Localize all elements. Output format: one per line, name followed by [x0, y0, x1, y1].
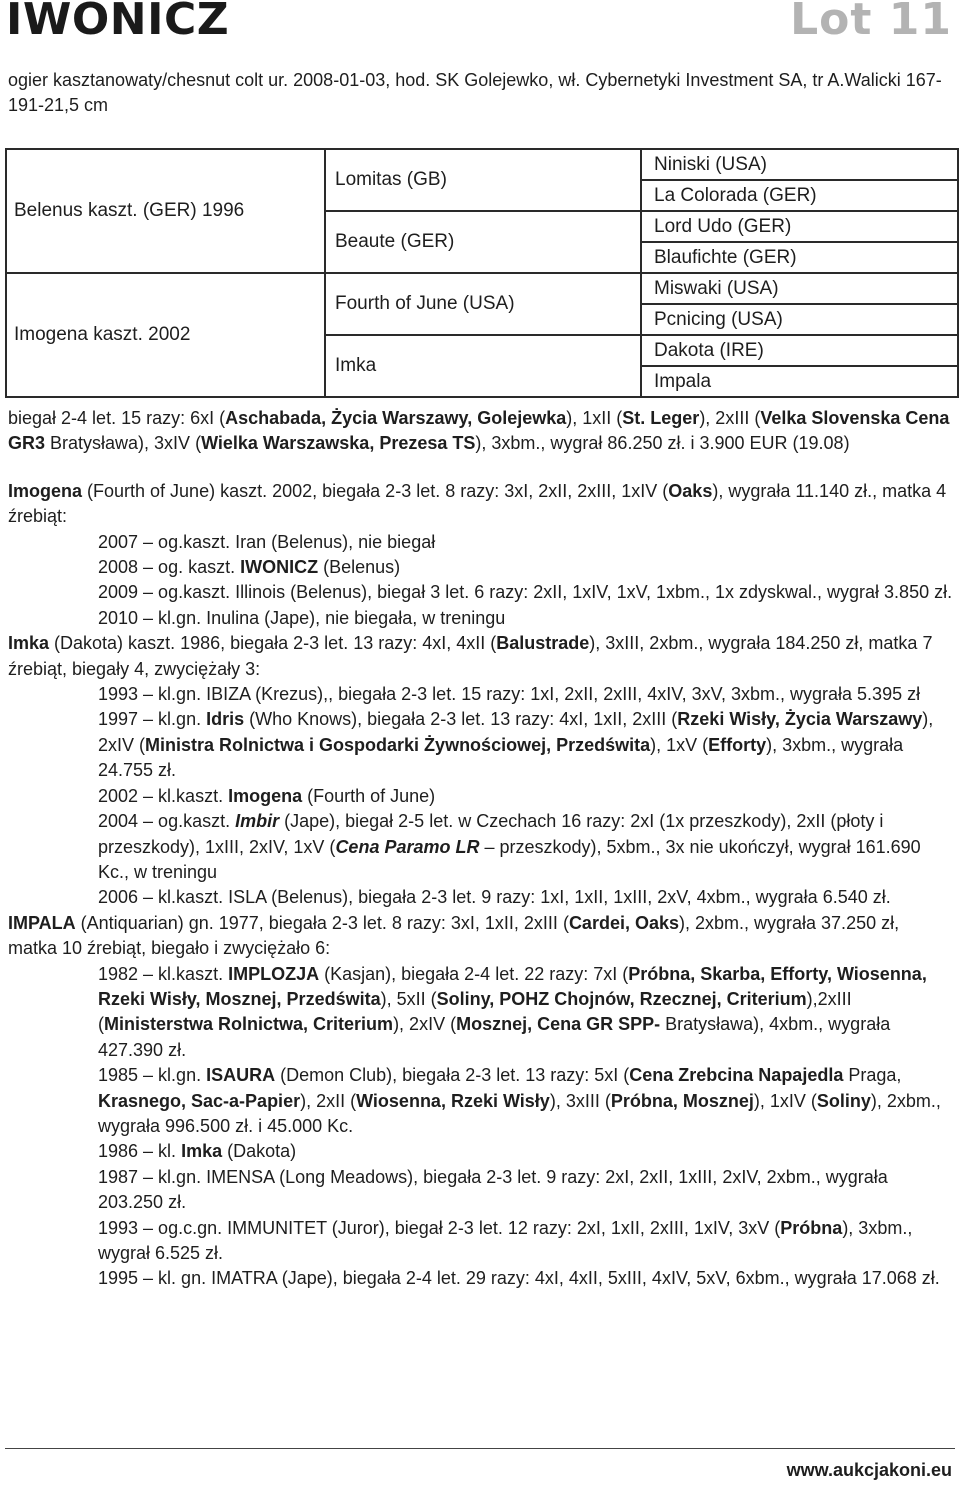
foal-entry: 1993 – og.c.gn. IMMUNITET (Juror), biegał 2-3 let. 12 razy: 2xI, 1xII, 2xIII, 1xIV, 3xV (Próbna), 3xbm., wygrał 6.525 zł. — [98, 1217, 913, 1263]
foal-entry: 1993 – kl.gn. IBIZA (Krezus),, biegała 2-3 let. 15 razy: 1xI, 2xII, 2xIII, 4xIV, 3xV, 3xbm., wygrała 5.395 zł — [98, 684, 921, 705]
pedigree-great-grandparent: Miswaki (USA) — [641, 273, 958, 304]
foal-entry: 2002 – kl.kaszt. Imogena (Fourth of June) — [98, 785, 436, 806]
page-header — [0, 0, 960, 48]
second-dam-paragraph: Imka (Dakota) kaszt. 1986, biegała 2-3 let. 13 razy: 4xI, 4xII (Balustrade), 3xIII, 2xbm., wygrała 184.250 zł, matka 7 źrebiąt, biegały 4, zwyciężały 3: — [8, 633, 933, 679]
pedigree-dam: Imogena kaszt. 2002 — [6, 273, 325, 397]
horse-intro: ogier kasztanowaty/chesnut colt ur. 2008-01-03, hod. SK Golejewko, wł. Cybernetyki Investment SA, tr A.Walicki 167-191-21,5 cm — [8, 70, 942, 115]
horse-name-title: IWONICZ — [6, 0, 230, 45]
foal-entry: 1986 – kl. Imka (Dakota) — [98, 1141, 297, 1162]
pedigree-sire: Belenus kaszt. (GER) 1996 — [6, 149, 325, 273]
pedigree-great-grandparent: Dakota (IRE) — [641, 335, 958, 366]
pedigree-great-grandparent: Niniski (USA) — [641, 149, 958, 180]
foal-entry: 1987 – kl.gn. IMENSA (Long Meadows), biegała 2-3 let. 9 razy: 2xI, 2xII, 1xIII, 2xIV, 2xbm., wygrała 203.250 zł. — [98, 1166, 888, 1213]
pedigree-table — [5, 148, 959, 398]
pedigree-grandparent: Beaute (GER) — [325, 211, 641, 273]
footer-url: www.aukcjakoni.eu — [786, 1460, 952, 1480]
footer-divider — [5, 1448, 955, 1449]
foal-entry: 1995 – kl. gn. IMATRA (Jape), biegała 2-4 let. 29 razy: 4xI, 4xII, 5xIII, 4xIV, 5xV, 6xbm., wygrała 17.068 zł. — [98, 1268, 940, 1289]
foal-entry: 1997 – kl.gn. Idris (Who Knows), biegała 2-3 let. 13 razy: 4xI, 1xII, 2xIII (Rzeki Wisły, Życia Warszawy), 2xIV (Ministra Rolnictwa i Gospodarki Żywnościowej, Przedświta), 1xV (Efforty), 3xbm., wygrała 24.755 zł. — [98, 709, 934, 781]
foal-entry: 2006 – kl.kaszt. ISLA (Belenus), biegała 2-3 let. 9 razy: 1xI, 1xII, 1xIII, 2xV, 4xbm., wygrała 6.540 zł. — [98, 887, 891, 908]
foal-entry: 2010 – kl.gn. Inulina (Jape), nie biegała, w treningu — [98, 607, 506, 628]
foal-entry: 1982 – kl.kaszt. IMPLOZJA (Kasjan), biegała 2-4 let. 22 razy: 7xI (Próbna, Skarba, Efforty, Wiosenna, Rzeki Wisły, Mosznej, Przedświta), 5xII (Soliny, POHZ Chojnów, Rzecznej, Criterium),2xIII (Ministerstwa Rolnictwa, Criterium), 2xIV (Mosznej, Cena GR SPP- Bratysława), 4xbm., wygrała 427.390 zł. — [98, 963, 927, 1060]
pedigree-grandparent: Lomitas (GB) — [325, 149, 641, 211]
pedigree-great-grandparent: Lord Udo (GER) — [641, 211, 958, 242]
pedigree-great-grandparent: Pcnicing (USA) — [641, 304, 958, 335]
lot-number: Lot 11 — [790, 0, 952, 45]
third-dam-paragraph: IMPALA (Antiquarian) gn. 1977, biegała 2-3 let. 8 razy: 3xI, 1xII, 2xIII (Cardei, Oaks), 2xbm., wygrała 37.250 zł, matka 10 źrebiąt, biegało i zwyciężało 6: — [8, 912, 900, 959]
foal-entry: 2007 – og.kaszt. Iran (Belenus), nie biegał — [98, 531, 436, 552]
foal-entry: 1985 – kl.gn. ISAURA (Demon Club), biegała 2-3 let. 13 razy: 5xI (Cena Zrebcina Napajedla Praga, Krasnego, Sac-a-Papier), 2xII (Wiosenna, Rzeki Wisły), 3xIII (Próbna, Mosznej), 1xIV (Soliny), 2xbm., wygrała 996.500 zł. i 45.000 Kc. — [98, 1065, 941, 1136]
pedigree-grandparent: Fourth of June (USA) — [325, 273, 641, 335]
dam-paragraph: Imogena (Fourth of June) kaszt. 2002, biegała 2-3 let. 8 razy: 3xI, 2xII, 2xIII, 1xIV (Oaks), wygrała 11.140 zł., matka 4 źrebiąt: — [8, 480, 947, 527]
foal-entry: 2004 – og.kaszt. Imbir (Jape), biegał 2-5 let. w Czechach 16 razy: 2xI (1x przeszkody), 2xII (płoty i przeszkody), 1xIII, 2xIV, 1xV (Cena Paramo LR – przeszkody), 5xbm., 3x nie ukończył, wygrał 161.690 Kc., w treningu — [98, 811, 921, 882]
foal-entry: 2008 – og. kaszt. IWONICZ (Belenus) — [98, 557, 401, 578]
pedigree-grandparent: Imka — [325, 335, 641, 397]
pedigree-great-grandparent: Blaufichte (GER) — [641, 242, 958, 273]
pedigree-great-grandparent: Impala — [641, 366, 958, 397]
foal-entry: 2009 – og.kaszt. Illinois (Belenus), biegał 3 let. 6 razy: 2xII, 1xIV, 1xV, 1xbm., 1x zdyskwal., wygrał 3.850 zł. — [98, 582, 953, 603]
racing-record: biegał 2-4 let. 15 razy: 6xI (Aschabada, Życia Warszawy, Golejewka), 1xII (St. Leger), 2xIII (Velka Slovenska Cena GR3 Bratysława), 3xIV (Wielka Warszawska, Prezesa TS), 3xbm., wygrał 86.250 zł. i 3.900 EUR (19.08) — [8, 408, 950, 454]
pedigree-great-grandparent: La Colorada (GER) — [641, 180, 958, 211]
catalogue-text — [8, 406, 953, 1292]
